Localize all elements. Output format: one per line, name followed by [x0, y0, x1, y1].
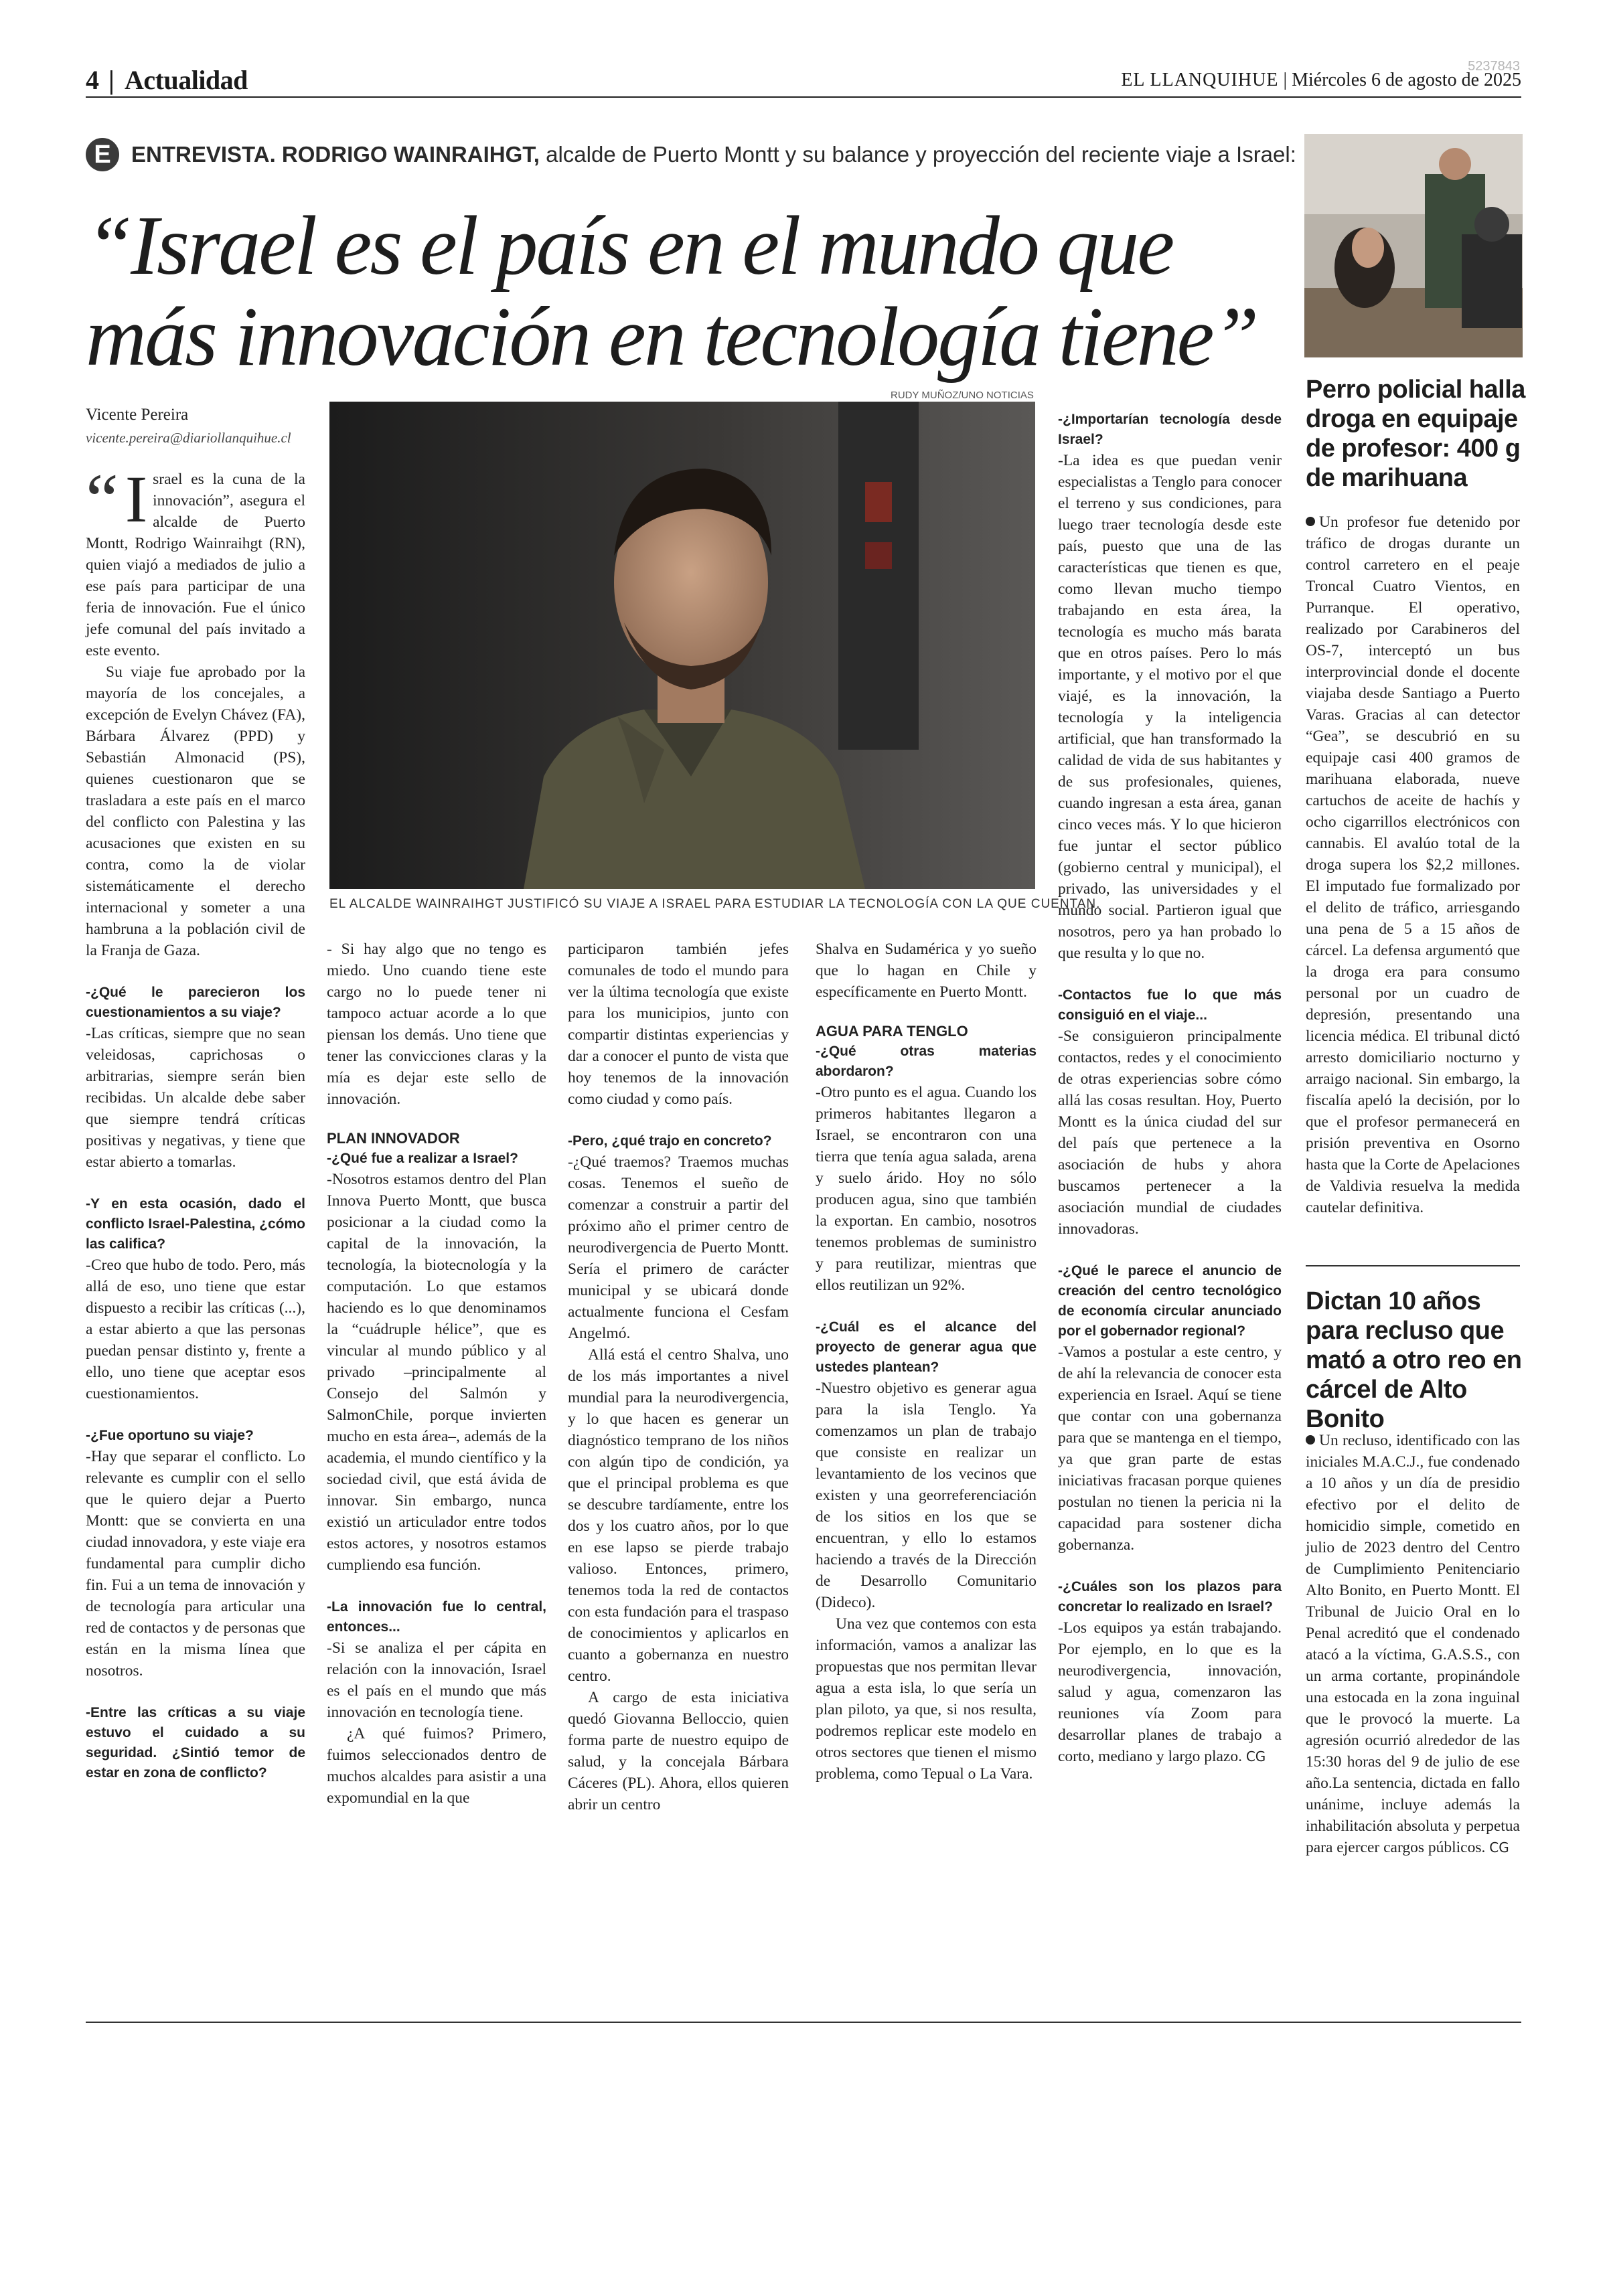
paragraph: Allá está el centro Shalva, uno de los más importantes a nivel mundial para la neurodivergencia, y lo que hacen es generar un diagnóstico temprano de los niños con algún tipo de condición, ya que el principal problema es que se descubre tardíamente, entre los dos y los cuatro años, por lo que en ese lapso se pierde trabajo valioso. Entonces, primero, tenemos toda la red de contactos con esta fundación para el traspaso de conocimientos y aplicarlos en cuanto a gobernanza en nuestro centro.: [568, 1346, 789, 1685]
answer: [1058, 1617, 1282, 1767]
answer: - Si hay algo que no tengo es miedo. Uno cuando tiene este cargo no lo puede tener ni tampoco actuar acorde a lo que piensan los demás. Uno tiene que tener las convicciones claras y la mía es dejar este sello de innovación.: [327, 940, 546, 1108]
question: -¿Qué otras materias abordaron?: [816, 1044, 1037, 1079]
sidebar-headline-1: Perro policial halla droga en equipaje de profesor: 400 g de marihuana: [1306, 376, 1525, 492]
answer: -Vamos a postular a este centro, y de ahí la relevancia de conocer esta experiencia en Israel. Aquí se tiene que contar con una gobernanza para que se mantenga en el tiempo, ya que gran parte de estas iniciativas fracasan porque quienes postulan no tienen la pericia ni la capacidad para sostener dicha gobernanza.: [1058, 1343, 1282, 1554]
end-mark: CG: [1489, 1839, 1509, 1856]
lead-paragraph: [86, 459, 305, 661]
page-code: 5237843: [1468, 59, 1520, 74]
question: -Y en esta ocasión, dado el conflicto Israel-Palestina, ¿cómo las califica?: [86, 1196, 305, 1252]
drop-quote: “: [86, 459, 119, 540]
photo-credit: RUDY MUÑOZ/UNO NOTICIAS: [891, 390, 1034, 401]
article-column-2: [327, 938, 546, 1809]
sidebar-photo: [1304, 134, 1523, 357]
headline-line-1: “Israel es el país en el mundo que: [86, 199, 1173, 293]
bullet-icon: [1306, 517, 1315, 526]
issue-date: | Miércoles 6 de agosto de 2025: [1283, 70, 1521, 90]
bullet-icon: [1306, 1435, 1315, 1445]
question: -¿Qué le parece el anuncio de creación del centro tecnológico de economía circular anunciado por el gobernador regional?: [1058, 1263, 1282, 1339]
end-mark: CG: [1245, 1748, 1266, 1765]
answer: -Hay que separar el conflicto. Lo relevante es cumplir con el sello que le quiero dejar a Puerto Montt: que se convierta en una ciudad innovadora, y este viaje era fundamental para cumplir dicho fin. Fui a un tema de innovación y de tecnología para articular una red de contactos y de personas que están en la misma línea que nosotros.: [86, 1448, 305, 1679]
sidebar-divider: [1306, 1265, 1520, 1266]
subheading: AGUA PARA TENGLO: [816, 1023, 968, 1040]
section-name: Actualidad: [125, 65, 248, 95]
article-column-4: [816, 938, 1037, 1785]
answer: -¿Qué traemos? Traemos muchas cosas. Tenemos el sueño de comenzar a construir a partir del próximo año el primer centro de neurodivergencia de Puerto Montt. Sería el primero de carácter municipal y se ubicará donde actualmente funciona el Cesfam Angelmó.: [568, 1153, 789, 1342]
answer: -Nosotros estamos dentro del Plan Innova Puerto Montt, que busca posicionar a la ciudad como la capital de la innovación, la tecnología, la biotecnología y la computación. Lo que estamos haciendo es lo que denominamos la “cuádruple hélice”, que es vincular al mundo público y al privado –principalmente al Consejo del Salmón y SalmonChile, porque invierten mucho en esta área–, además de la academia, el mundo científico y la sociedad civil, que está ávida de innovar. Sin embargo, nunca existió un articulador entre todos estos actores, y nosotros estamos cumpliendo esa función.: [327, 1171, 546, 1574]
header-rule: [86, 96, 1521, 98]
byline-author: Vicente Pereira: [86, 406, 189, 424]
sidebar-story-1: [1306, 511, 1520, 1218]
byline-email: vicente.pereira@diariollanquihue.cl: [86, 430, 291, 446]
question: -La innovación fue lo central, entonces...: [327, 1599, 546, 1635]
answer-text: -Los equipos ya están trabajando. Por ejemplo, en lo que es la neurodivergencia, innovación, salud y agua, comenzaron las reuniones vía Zoom para desarrollar planes de trabajo a corto, mediano y largo plazo.: [1058, 1619, 1282, 1765]
mayor-photo: [329, 402, 1035, 889]
article-column-3: [568, 938, 789, 1815]
subheading: PLAN INNOVADOR: [327, 1130, 460, 1147]
headline: [86, 201, 1324, 383]
answer: -Otro punto es el agua. Cuando los primeros habitantes llegaron a Israel, se encontraron con una tierra que tenía agua salada, arena y suelo árido. Hoy no sólo producen agua, sino que también la exportan. En cambio, nosotros tenemos problemas de suministro y para reutilizar, mientras que ellos reutilizan un 92%.: [816, 1084, 1037, 1294]
header-separator: |: [108, 65, 114, 95]
question: -Entre las críticas a su viaje estuvo el cuidado a su seguridad. ¿Sintió temor de estar en zona de conflicto?: [86, 1705, 305, 1781]
paragraph: Shalva en Sudamérica y yo sueño que lo hagan en Chile y específicamente en Puerto Montt.: [816, 940, 1037, 1001]
question: -¿Cuál es el alcance del proyecto de generar agua que ustedes plantean?: [816, 1319, 1037, 1375]
paragraph: A cargo de esta iniciativa quedó Giovanna Belloccio, quien forma parte de nuestro equipo de salud, y la concejala Bárbara Cáceres (PL). Ahora, ellos quieren abrir un centro: [568, 1689, 789, 1813]
article-column-1: [86, 459, 305, 1783]
kicker-text: alcalde de Puerto Montt y su balance y proyección del reciente viaje a Israel:: [546, 142, 1296, 167]
answer: -Creo que hubo de todo. Pero, más allá de eso, uno tiene que estar dispuesto a recibir las críticas (...), a estar abierto a que las personas puedan pensar distinto y, frente a ello, uno tiene que aceptar esos cuestionamientos.: [86, 1256, 305, 1402]
paragraph: Una vez que contemos con esta información, vamos a analizar las propuestas que nos permitan llevar agua a esta isla, lo que sería un plan piloto, ya que, si nos resulta, podremos replicar este modelo en otros sectores que tienen el mismo problema, como Tepual o La Vara.: [816, 1615, 1037, 1783]
answer: -Nuestro objetivo es generar agua para la isla Tenglo. Ya comenzamos un plan de trabajo que consiste en realizar un levantamiento de los vecinos que existen y una georreferenciación de los sitios en los que se encuentran, y ello lo estamos haciendo a través de la Dirección de Desarrollo Comunitario (Dideco).: [816, 1380, 1037, 1611]
paragraph: participaron también jefes comunales de todo el mundo para ver la última tecnología que existe para los municipios, junto con compartir distintas experiencias y dar a conocer el punto de vista que hoy tenemos de la innovación como ciudad y como país.: [568, 940, 789, 1108]
footer-rule: [86, 2022, 1521, 2023]
question: -Pero, ¿qué trajo en concreto?: [568, 1133, 772, 1149]
interview-badge: E: [86, 138, 119, 171]
question: -¿Importarían tecnología desde Israel?: [1058, 412, 1282, 447]
article-column-5: [1058, 410, 1282, 1767]
question: -¿Qué le parecieron los cuestionamientos a su viaje?: [86, 985, 305, 1020]
answer: -Las críticas, siempre que no sean veleidosas, caprichosas o arbitrarias, siempre serán bien recibidas. Un alcalde debe saber que siempre tendrá críticas positivas y negativas, y tiene que estar abierto a tomarlas.: [86, 1025, 305, 1171]
kicker-label: ENTREVISTA.: [131, 142, 276, 167]
sidebar-story-1-text: Un profesor fue detenido por tráfico de drogas durante un control carretero en el peaje Troncal Cuatro Vientos, en Purranque. El operativo, realizado por Carabineros del OS-7, interceptó un bus interprovincial donde el docente viajaba desde Santiago a Puerto Varas. Gracias al can detector “Gea”, se descubrió en su equipaje casi 400 gramos de marihuana elaborada, nueve cartuchos de aceite de hachís y ocho cigarrillos electrónicos con cannabis. El avalúo total de la droga supera los $2,2 millones. El imputado fue formalizado por el delito de tráfico, arriesgando una pena de 5 a 15 años de cárcel. La defensa argumentó que la droga era para consumo personal por un cuadro de depresión, presentando una licencia médica. El tribunal dictó arresto domiciliario nocturno y arraigo nacional. Sin embargo, la fiscalía apeló la decisión, por lo que el profesor permanecerá en prisión preventiva en Osorno hasta que la Corte de Apelaciones de Valdivia resuelva la medida cautelar definitiva.: [1306, 513, 1520, 1216]
paragraph: Su viaje fue aprobado por la mayoría de los concejales, a excepción de Evelyn Chávez (FA), Bárbara Álvarez (PPD) y Sebastián Almonacid (PS), quienes cuestionaron que se trasladara a este país en el marco del conflicto con Palestina y las acusaciones que existen en su contra, como la de violar sistemáticamente el derecho internacional y someter a una hambruna a la población civil de la Franja de Gaza.: [86, 663, 305, 959]
photo-caption: EL ALCALDE WAINRAIHGT JUSTIFICÓ SU VIAJE A ISRAEL PARA ESTUDIAR LA TECNOLOGÍA CON LA QUE CUENTAN.: [329, 897, 1101, 911]
paragraph: ¿A qué fuimos? Primero, fuimos seleccionados dentro de muchos alcaldes para asistir a una expomundial en la que: [327, 1725, 546, 1807]
newspaper-name: EL LLANQUIHUE: [1121, 70, 1279, 90]
masthead: [1121, 70, 1521, 91]
sidebar-headline-2: Dictan 10 años para recluso que mató a otro reo en cárcel de Alto Bonito: [1306, 1287, 1522, 1433]
page-number: 4: [86, 65, 99, 95]
sidebar-story-2-text: Un recluso, identificado con las iniciales M.A.C.J., fue condenado a 10 años y un día de presidio efectivo por el delito de homicidio simple, cometido en julio de 2023 dentro del Centro de Cumplimiento Penitenciario Alto Bonito, en Puerto Montt. El Tribunal de Juicio Oral en lo Penal acreditó que el condenado atacó a la víctima, G.A.S.S., con un arma cortante, propinándole una estocada en la zona inguinal que le provocó la muerte. La agresión ocurrió alrededor de las 15:30 horas del 9 de julio de ese año.La sentencia, dictada en fallo unánime, incluye además la inhabilitación absoluta y perpetua para ejercer cargos públicos.: [1306, 1432, 1520, 1856]
question: -¿Cuáles son los plazos para concretar lo realizado en Israel?: [1058, 1579, 1282, 1615]
lead-text: srael es la cuna de la innovación”, asegura el alcalde de Puerto Montt, Rodrigo Wainraihgt (RN), quien viajó a mediados de julio a ese país para participar de una feria de innovación. Fue el único jefe comunal del país invitado a este evento.: [86, 471, 305, 659]
kicker: [131, 142, 1296, 167]
drop-cap: I: [125, 462, 148, 536]
answer: -Si se analiza el per cápita en relación con la innovación, Israel es el país en el mundo que más innovación en tecnología tiene.: [327, 1639, 546, 1721]
question: -Contactos fue lo que más consiguió en el viaje...: [1058, 987, 1282, 1023]
headline-line-2: más innovación en tecnología tiene”: [86, 291, 1257, 384]
question: -¿Fue oportuno su viaje?: [86, 1428, 254, 1443]
answer: -Se consiguieron principalmente contactos, redes y el conocimiento de otras experiencias sobre cómo allá las cosas resultan. Hoy, Puerto Montt es la única ciudad del sur del país que pertenece a la asociación de hubs y ahora buscamos pertenecer a la asociación mundial de ciudades innovadoras.: [1058, 1028, 1282, 1238]
kicker-name: RODRIGO WAINRAIHGT,: [281, 142, 540, 167]
question: -¿Qué fue a realizar a Israel?: [327, 1151, 518, 1166]
sidebar-story-2: [1306, 1430, 1520, 1858]
answer: -La idea es que puedan venir especialistas a Tenglo para conocer el terreno y sus condiciones, para luego traer tecnología desde este país, puesto que una de las características que tienen es que, como llevan mucho tiempo trabajando en esta área, la tecnología es mucho más barata que en otros países. Pero lo más importante, y el motivo por el que viajé, es la innovación, la tecnología y la inteligencia artificial, que han transformado la calidad de vida de sus habitantes y de sus profesionales, quienes, cuando ingresan a esta área, ganan cinco veces más. Y lo que hicieron fue juntar el sector público (gobierno central y municipal), el privado, las universidades y el mundo social. Partieron igual que nosotros, pero ya han probado lo que resulta y lo que no.: [1058, 452, 1282, 962]
